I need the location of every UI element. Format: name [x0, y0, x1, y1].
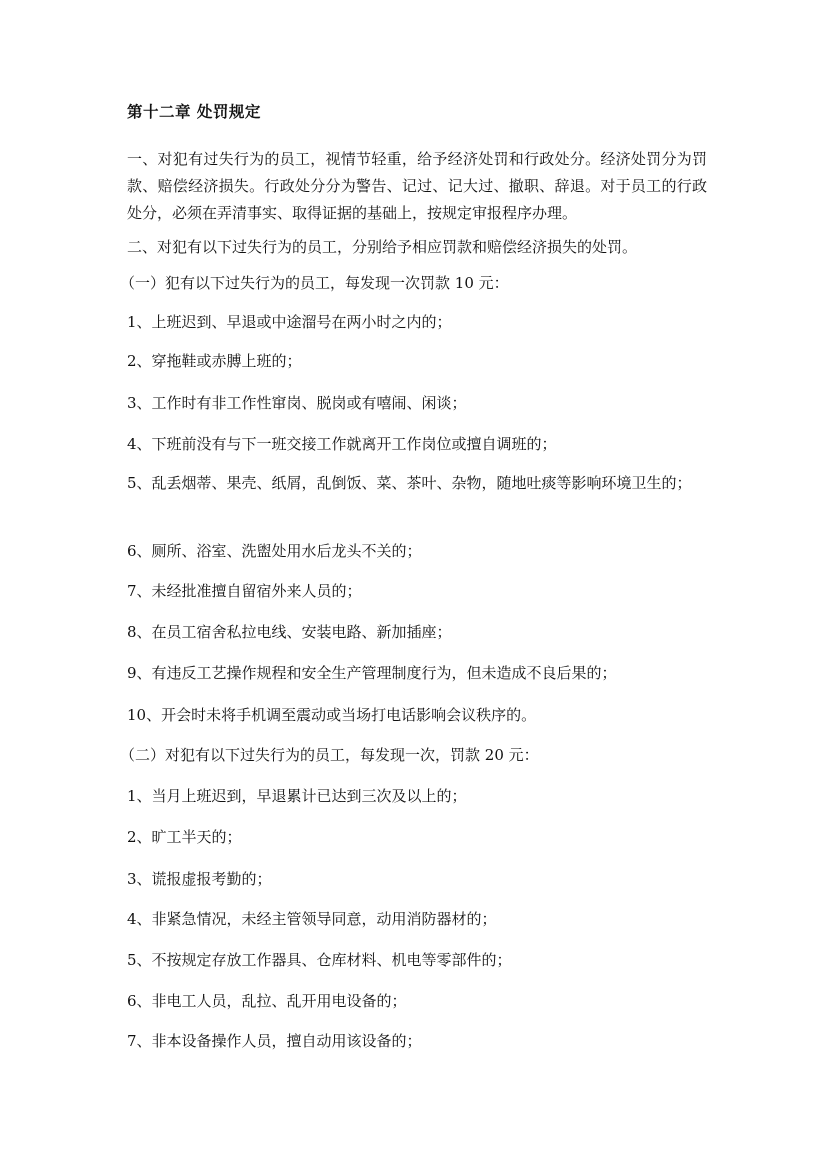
paragraph-2: 二、对犯有以下过失行为的员工，分别给予相应罚款和赔偿经济损失的处罚。 — [127, 238, 638, 256]
chapter-title: 第十二章 处罚规定 — [127, 102, 261, 121]
list-item: 2、穿拖鞋或赤膊上班的； — [127, 352, 302, 370]
list-item: 8、在员工宿舍私拉电线、安装电路、新加插座； — [127, 623, 452, 641]
list-item: 9、有违反工艺操作规程和安全生产管理制度行为，但未造成不良后果的； — [127, 664, 617, 682]
section1-heading: （一）犯有以下过失行为的员工，每发现一次罚款 10 元： — [120, 274, 509, 292]
list-item: 7、非本设备操作人员，擅自动用该设备的； — [127, 1032, 422, 1050]
list-item: 10、开会时未将手机调至震动或当场打电话影响会议秩序的。 — [127, 706, 537, 724]
list-item: 5、不按规定存放工作器具、仓库材料、机电等零部件的； — [127, 951, 512, 969]
list-item: 3、谎报虚报考勤的； — [127, 870, 272, 888]
paragraph-1: 一、对犯有过失行为的员工，视情节轻重，给予经济处罚和行政处分。经济处罚分为罚款、赔偿经济损失。行政处分分为警告、记过、记大过、撤职、辞退。对于员工的行政处分，必须在弄清事实、取得证据的基础上，按规定审报程序办理。 — [127, 150, 707, 222]
section2-heading: （二）对犯有以下过失行为的员工，每发现一次，罚款 20 元： — [120, 746, 539, 764]
list-item: 3、工作时有非工作性窜岗、脱岗或有嘻闹、闲谈； — [127, 394, 467, 412]
list-item: 6、非电工人员，乱拉、乱开用电设备的； — [127, 992, 407, 1010]
list-item: 5、乱丢烟蒂、果壳、纸屑，乱倒饭、菜、茶叶、杂物，随地吐痰等影响环境卫生的； — [127, 474, 692, 492]
list-item: 1、当月上班迟到，早退累计已达到三次及以上的； — [127, 787, 467, 805]
list-item: 4、下班前没有与下一班交接工作就离开工作岗位或擅自调班的； — [127, 435, 557, 453]
list-item: 6、厕所、浴室、洗盥处用水后龙头不关的； — [127, 542, 422, 560]
list-item: 2、旷工半天的； — [127, 828, 242, 846]
watermark: ︎ — [328, 368, 392, 480]
list-item: 7、未经批准擅自留宿外来人员的； — [127, 582, 362, 600]
list-item: 4、非紧急情况，未经主管领导同意，动用消防器材的； — [127, 910, 497, 928]
list-item: 1、上班迟到、早退或中途溜号在两小时之内的； — [127, 313, 452, 331]
